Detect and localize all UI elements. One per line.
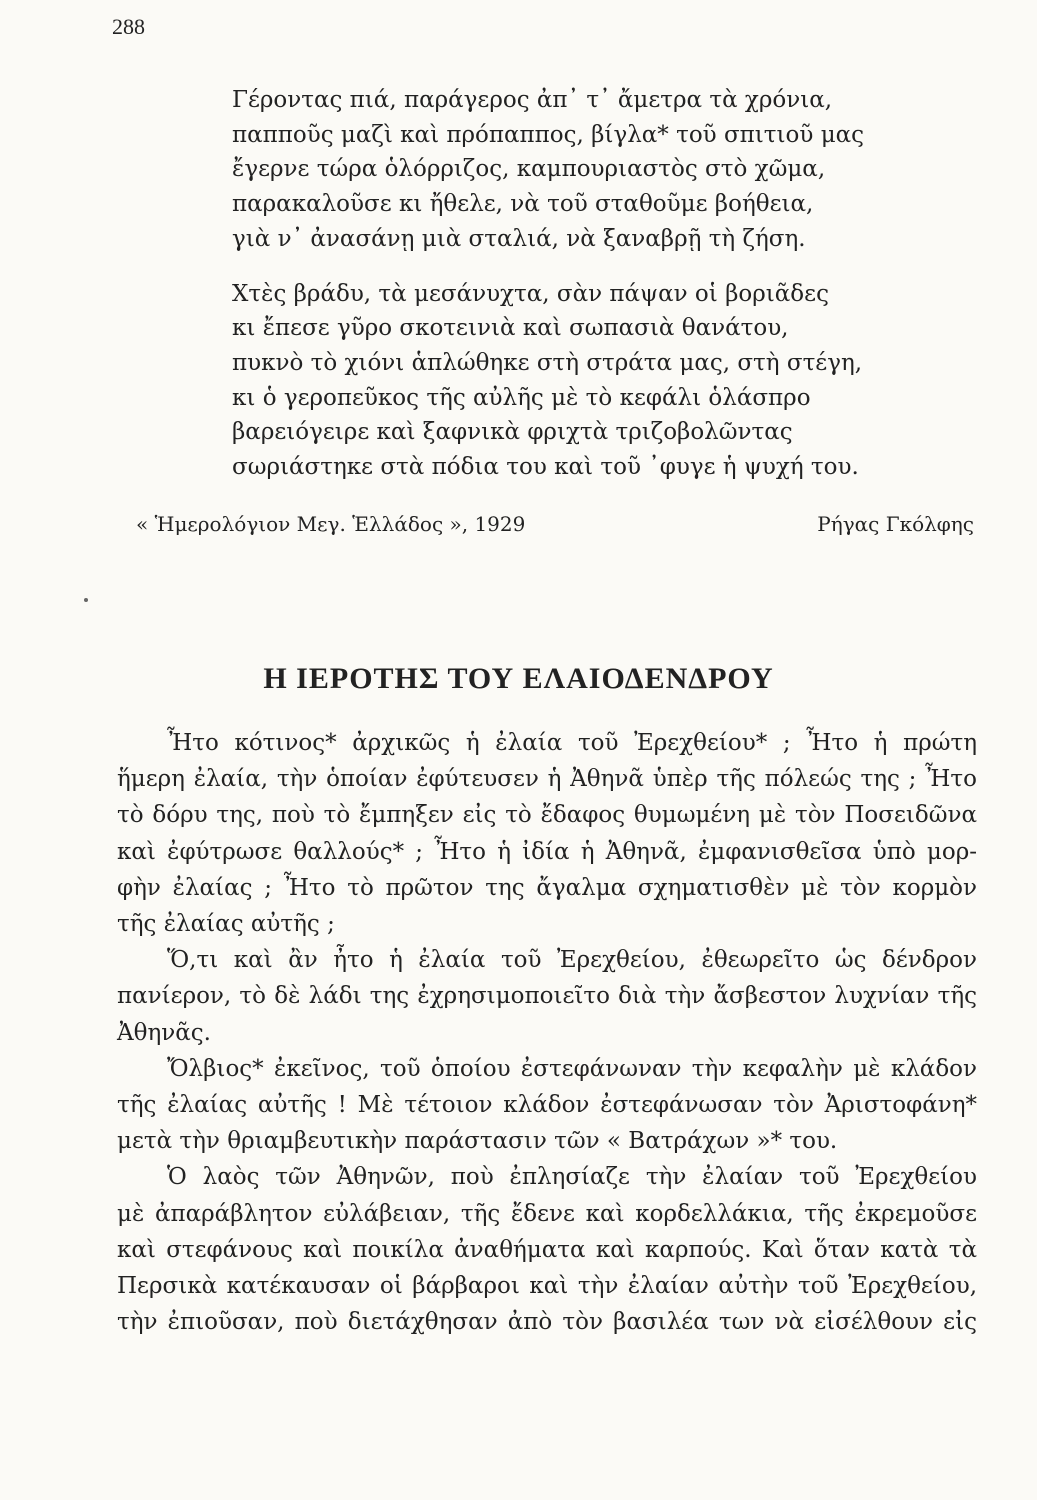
poem-verse: Χτὲς βράδυ, τὰ μεσάνυχτα, σὰν πάψαν οἱ βοριᾶδες: [232, 280, 829, 307]
text-line: πανίερον, τὸ δὲ λάδι της ἐχρησιμοποιεῖτο διὰ τὴν ἄσβεστον λυχνίαν τῆς: [117, 983, 977, 1010]
text-line: τὴν ἐπιοῦσαν, ποὺ διετάχθησαν ἀπὸ τὸν βασιλέα των νὰ εἰσέλθουν εἰς: [117, 1309, 977, 1336]
poem-verse: ἔγερνε τώρα ὁλόρριζος, καμπουριαστὸς στὸ χῶμα,: [232, 156, 826, 183]
poem-verse: βαρειόγειρε καὶ ξαφνικὰ φριχτὰ τριζοβολῶντας: [232, 419, 793, 446]
text-line: καὶ ἐφύτρωσε θαλλούς* ; Ἦτο ἡ ἰδία ἡ Ἀθηνᾶ, ἐμφανισθεῖσα ὑπὸ μορ-: [117, 838, 977, 865]
poem-verse: παπποῦς μαζὶ καὶ πρόπαππος, βίγλα* τοῦ σπιτιοῦ μας: [232, 121, 865, 148]
text-line: Περσικὰ κατέκαυσαν οἱ βάρβαροι καὶ τὴν ἐλαίαν αὐτὴν τοῦ Ἐρεχθείου,: [117, 1273, 977, 1300]
paragraph: [117, 1051, 977, 1160]
text-line: μὲ ἀπαράβλητον εὐλάβειαν, τῆς ἔδενε καὶ κορδελλάκια, τῆς ἐκρεμοῦσε: [117, 1200, 977, 1227]
text-line: ἥμερη ἐλαία, τὴν ὁποίαν ἐφύτευσεν ἡ Ἀθηνᾶ ὑπὲρ τῆς πόλεώς της ; Ἦτο: [117, 766, 977, 793]
page-number: 288: [112, 14, 145, 39]
paragraph: [117, 725, 977, 942]
poem-verse: σωριάστηκε στὰ πόδια του καὶ τοῦ ᾽φυγε ἡ ψυχή του.: [232, 454, 859, 481]
poem-verse: παρακαλοῦσε κι ἤθελε, νὰ τοῦ σταθοῦμε βοήθεια,: [232, 191, 814, 218]
text-line: Ὅ,τι καὶ ἂν ἦτο ἡ ἐλαία τοῦ Ἐρεχθείου, ἐθεωρεῖτο ὡς δένδρον: [167, 947, 977, 974]
poem-verse: γιὰ ν᾽ ἀνασάνῃ μιὰ σταλιά, νὰ ξαναβρῇ τὴ ζήση.: [232, 225, 806, 252]
text-line: Ἦτο κότινος* ἀρχικῶς ἡ ἐλαία τοῦ Ἐρεχθείου* ; Ἦτο ἡ πρώτη: [167, 730, 977, 756]
text-line: καὶ στεφάνους καὶ ποικίλα ἀναθήματα καὶ καρπούς. Καὶ ὅταν κατὰ τὰ: [117, 1236, 977, 1263]
text-line: τῆς ἐλαίας αὐτῆς ! Μὲ τέτοιον κλάδον ἐστεφάνωσαν τὸν Ἀριστοφάνη*: [117, 1092, 977, 1119]
text-line: Ἀθηνᾶς.: [117, 1019, 211, 1046]
poem: [232, 83, 952, 505]
poem-stanza: [232, 83, 952, 257]
section-title: Η ΙΕΡΟΤΗΣ ΤΟΥ ΕΛΑΙΟΔΕΝΔΡΟΥ: [263, 662, 774, 695]
poem-verse: πυκνὸ τὸ χιόνι ἁπλώθηκε στὴ στράτα μας, στὴ στέγη,: [232, 349, 863, 376]
paragraph: [117, 1159, 977, 1340]
text-line: Ὄλβιος* ἐκεῖνος, τοῦ ὁποίου ἐστεφάνωναν τὴν κεφαλὴν μὲ κλάδον: [167, 1055, 977, 1082]
text-line: τῆς ἐλαίας αὐτῆς ;: [117, 911, 335, 938]
text-line: φὴν ἐλαίας ; Ἦτο τὸ πρῶτον της ἄγαλμα σχηματισθὲν μὲ τὸν κορμὸν: [117, 874, 977, 901]
poem-source: « Ἡμερολόγιον Μεγ. Ἑλλάδος », 1929: [136, 512, 526, 536]
stray-mark: [84, 598, 88, 602]
text-line: μετὰ τὴν θριαμβευτικὴν παράστασιν τῶν « Βατράχων »* του.: [117, 1128, 838, 1155]
poem-stanza: [232, 277, 952, 485]
poem-verse: κι ὁ γεροπεῦκος τῆς αὐλῆς μὲ τὸ κεφάλι ὁλάσπρο: [232, 384, 811, 411]
poem-verse: κι ἔπεσε γῦρο σκοτεινιὰ καὶ σωπασιὰ θανάτου,: [232, 315, 789, 342]
prose-body: [117, 725, 977, 1340]
paragraph: [117, 942, 977, 1051]
text-line: Ὁ λαὸς τῶν Ἀθηνῶν, ποὺ ἐπλησίαζε τὴν ἐλαίαν τοῦ Ἐρεχθείου: [167, 1164, 977, 1191]
text-line: τὸ δόρυ της, ποὺ τὸ ἔμπηξεν εἰς τὸ ἔδαφος θυμωμένη μὲ τὸν Ποσειδῶνα: [117, 802, 977, 829]
poem-attribution: [136, 512, 974, 536]
poem-verse: Γέροντας πιά, παράγερος ἀπ᾽ τ᾽ ἄμετρα τὰ χρόνια,: [232, 87, 833, 113]
poem-author: Ρήγας Γκόλφης: [817, 512, 974, 536]
